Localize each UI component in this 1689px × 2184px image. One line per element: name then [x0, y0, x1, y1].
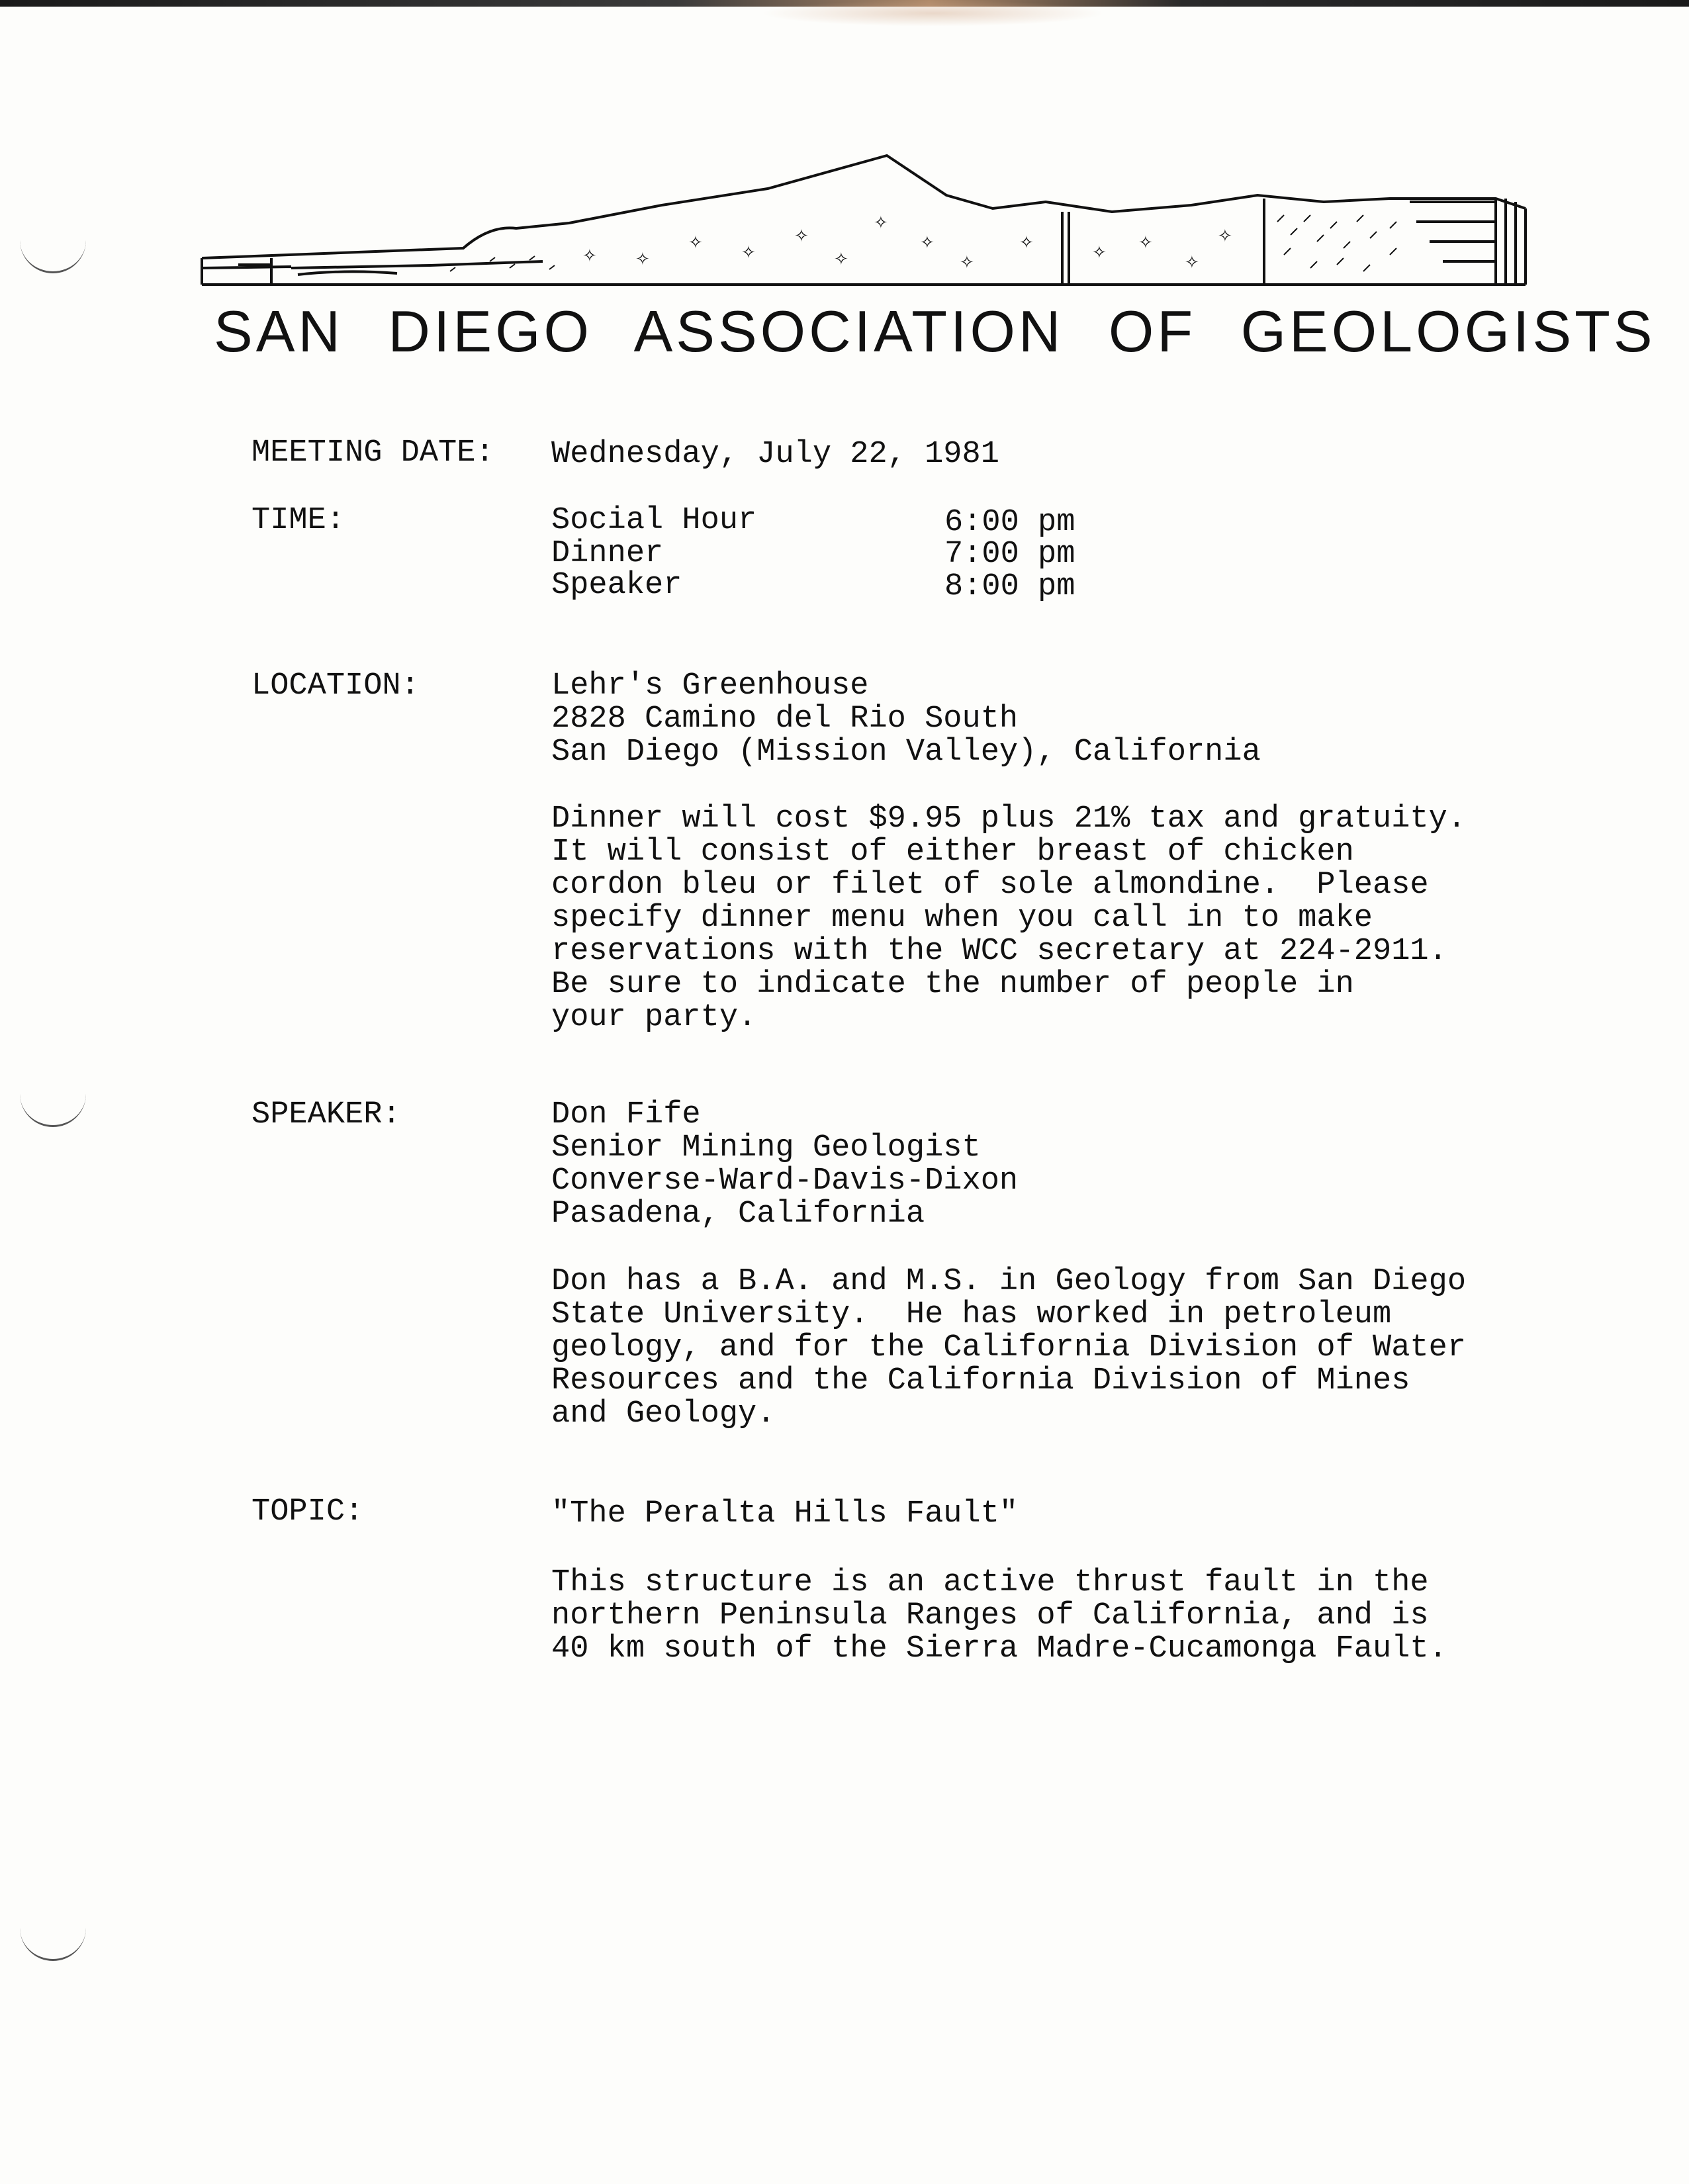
paragraph-line: specify dinner menu when you call in to make [551, 901, 1373, 936]
svg-text:✧: ✧ [635, 250, 650, 269]
topic-paragraph [551, 1567, 1447, 1666]
paper-stain [761, 0, 1105, 26]
topic-label: TOPIC: [251, 1494, 364, 1529]
speaker-bio [551, 1265, 1466, 1431]
speaker-info [551, 1099, 1018, 1231]
paragraph-line: Dinner will cost $9.95 plus 21% tax and gratuity. [551, 801, 1467, 837]
geologic-cross-section-logo [199, 149, 1530, 288]
paragraph-line: reservations with the WCC secretary at 224-2911. [551, 934, 1447, 969]
address-line: Lehr's Greenhouse [551, 668, 869, 704]
svg-text:✧: ✧ [741, 243, 756, 263]
paragraph-line: This structure is an active thrust fault in the [551, 1565, 1429, 1600]
paragraph-line: your party. [551, 1000, 757, 1035]
paragraph-line: 40 km south of the Sierra Madre-Cucamonga Fault. [551, 1631, 1447, 1666]
dinner-paragraph [551, 803, 1466, 1034]
topic-title: "The Peralta Hills Fault" [551, 1496, 1019, 1531]
punch-hole-bottom [20, 1919, 86, 1961]
paragraph-line: geology, and for the California Division of Water [551, 1330, 1467, 1365]
punch-hole-middle [20, 1085, 86, 1127]
location-label: LOCATION: [251, 668, 420, 704]
speaker-title: Senior Mining Geologist [551, 1130, 981, 1165]
svg-text:✧: ✧ [920, 233, 935, 253]
paragraph-line: Don has a B.A. and M.S. in Geology from San Diego [551, 1264, 1467, 1299]
svg-text:✧: ✧ [688, 233, 703, 253]
organization-title: SAN DIEGO ASSOCIATION OF GEOLOGISTS [214, 298, 1656, 364]
address-line: 2828 Camino del Rio South [551, 702, 1019, 737]
speaker-name: Don Fife [551, 1097, 701, 1132]
schedule-time: 8:00 pm [944, 569, 1075, 604]
svg-text:✧: ✧ [1092, 243, 1107, 263]
address-line: San Diego (Mission Valley), California [551, 735, 1261, 770]
schedule-event: Social Hour [551, 503, 757, 538]
speaker-company: Converse-Ward-Davis-Dixon [551, 1163, 1019, 1199]
time-label: TIME: [251, 503, 345, 538]
paragraph-line: and Geology. [551, 1396, 776, 1432]
schedule-event: Speaker [551, 568, 682, 603]
paragraph-line: Be sure to indicate the number of people in [551, 967, 1354, 1002]
svg-text:✧: ✧ [1218, 226, 1232, 246]
punch-hole-top [20, 232, 86, 273]
location-address [551, 670, 1261, 769]
speaker-city: Pasadena, California [551, 1197, 925, 1232]
svg-text:✧: ✧ [960, 253, 974, 273]
meeting-date-value: Wednesday, July 22, 1981 [551, 437, 999, 472]
svg-text:✧: ✧ [874, 213, 888, 233]
paragraph-line: northern Peninsula Ranges of California, and is [551, 1598, 1429, 1633]
speaker-label: SPEAKER: [251, 1097, 401, 1132]
meeting-date-label: MEETING DATE: [251, 435, 494, 471]
schedule-time: 7:00 pm [944, 537, 1075, 572]
schedule-time: 6:00 pm [944, 505, 1075, 540]
paragraph-line: Resources and the California Division of Mines [551, 1363, 1410, 1398]
svg-text:✧: ✧ [1185, 253, 1199, 273]
paragraph-line: State University. He has worked in petroleum [551, 1297, 1392, 1332]
paragraph-line: cordon bleu or filet of sole almondine. Please [551, 868, 1429, 903]
svg-text:✧: ✧ [1138, 233, 1153, 253]
svg-text:✧: ✧ [794, 226, 809, 246]
svg-text:✧: ✧ [834, 250, 848, 269]
svg-text:✧: ✧ [582, 246, 597, 266]
schedule-event: Dinner [551, 536, 664, 571]
paragraph-line: It will consist of either breast of chicken [551, 835, 1354, 870]
svg-text:✧: ✧ [1019, 233, 1034, 253]
